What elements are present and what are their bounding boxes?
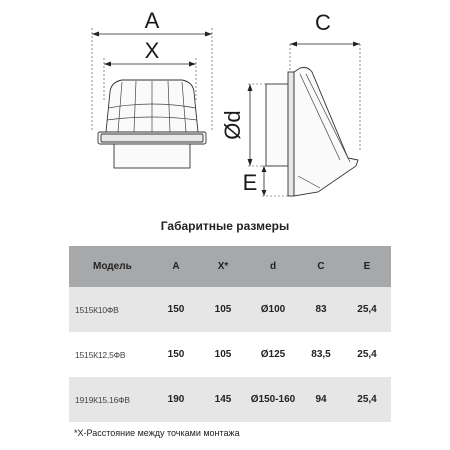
header-c: C <box>299 246 343 287</box>
dimensions-table <box>69 246 391 422</box>
table-row <box>69 377 391 422</box>
header-d: d <box>247 246 299 287</box>
dimension-x-label: X <box>144 38 160 63</box>
header-model: Модель <box>69 246 153 287</box>
cell-model: 1515К10ФВ <box>69 287 153 332</box>
dimension-a-label: A <box>144 8 160 33</box>
cell-d: Ø125 <box>247 332 299 377</box>
table-row <box>69 287 391 332</box>
technical-drawing <box>0 0 450 210</box>
cell-a: 150 <box>153 332 199 377</box>
dimension-e-label: E <box>242 170 258 195</box>
table-header-row <box>69 246 391 287</box>
cell-x: 105 <box>199 287 247 332</box>
cell-x: 105 <box>199 332 247 377</box>
cell-e: 25,4 <box>343 287 391 332</box>
dimension-d-label: Ød <box>220 110 245 140</box>
front-view <box>92 8 212 168</box>
cell-e: 25,4 <box>343 332 391 377</box>
cell-c: 94 <box>299 377 343 422</box>
header-a: A <box>153 246 199 287</box>
cell-model: 1515К12,5ФВ <box>69 332 153 377</box>
header-x: X* <box>199 246 247 287</box>
dimension-c-label: C <box>315 10 331 35</box>
cell-a: 150 <box>153 287 199 332</box>
footnote: *X-Расстояние между точками монтажа <box>74 428 240 438</box>
cell-c: 83,5 <box>299 332 343 377</box>
cell-a: 190 <box>153 377 199 422</box>
header-e: E <box>343 246 391 287</box>
cell-c: 83 <box>299 287 343 332</box>
table-row <box>69 332 391 377</box>
table-title: Габаритные размеры <box>160 219 290 233</box>
cell-d: Ø100 <box>247 287 299 332</box>
cell-model: 1919К15.16ФВ <box>69 377 153 422</box>
cell-d: Ø150-160 <box>247 377 299 422</box>
cell-x: 145 <box>199 377 247 422</box>
side-view <box>220 10 360 196</box>
cell-e: 25,4 <box>343 377 391 422</box>
